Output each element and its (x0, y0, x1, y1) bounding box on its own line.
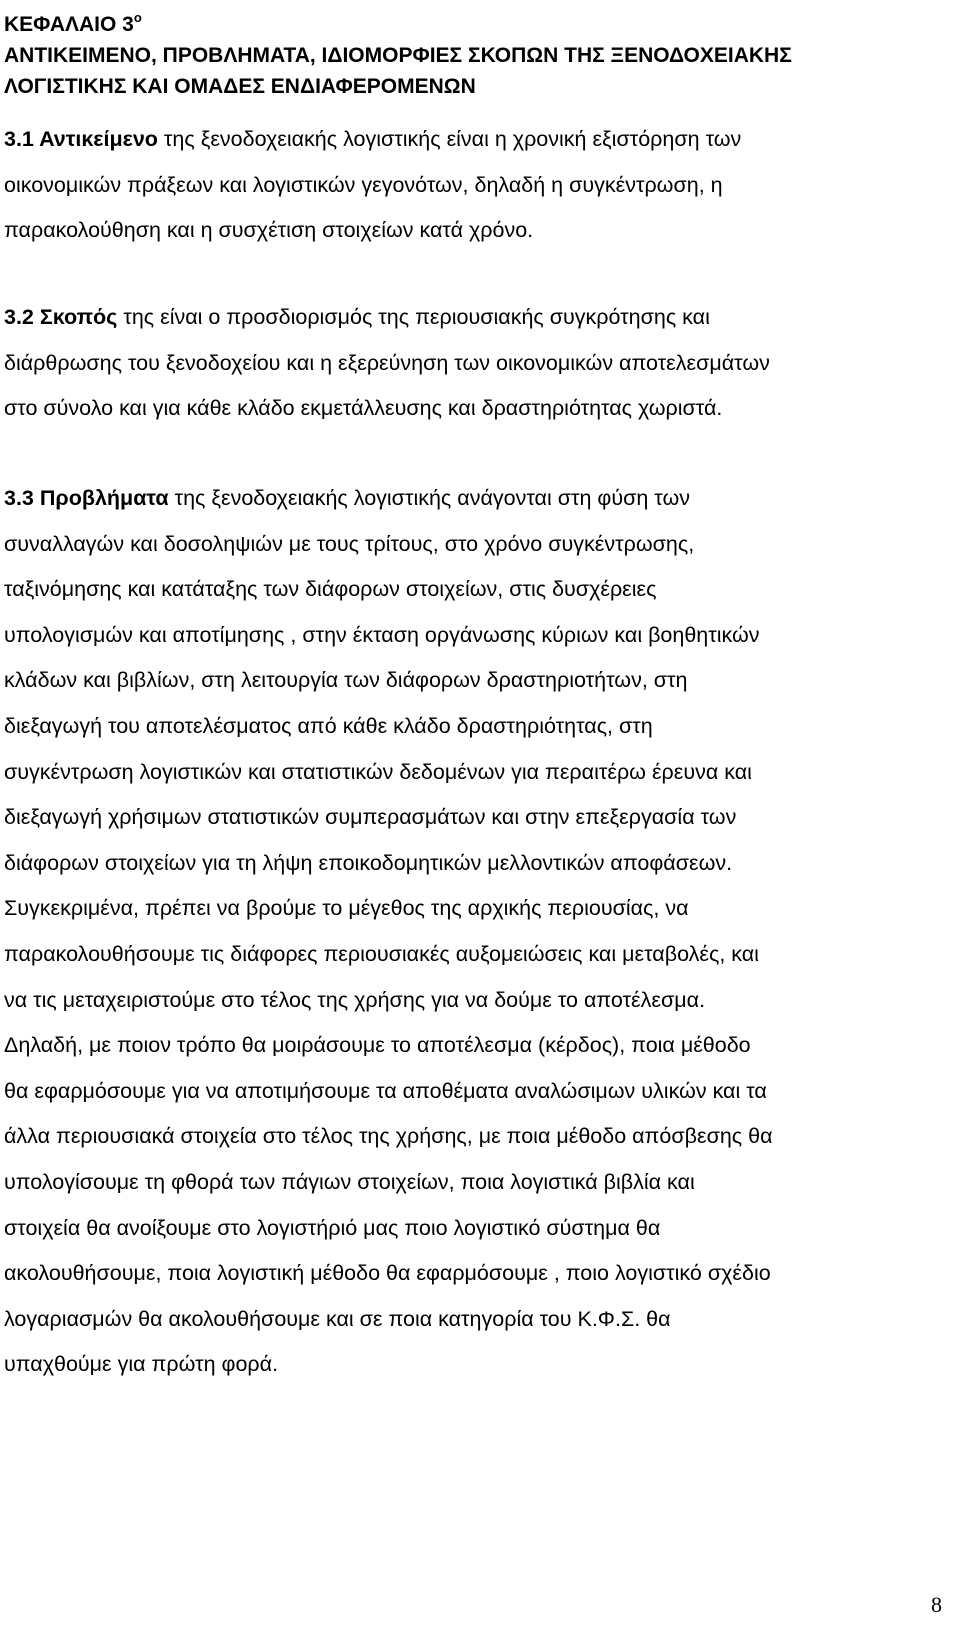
paragraph-line (4, 117, 949, 163)
section-lead: 3.1 Αντικείμενο (4, 127, 158, 151)
paragraph-line: οικονομικών πράξεων και λογιστικών γεγονότων, δηλαδή η συγκέντρωση, η (4, 172, 723, 197)
section-3-2 (4, 295, 949, 432)
paragraph-line: συγκέντρωση λογιστικών και στατιστικών δεδομένων για περαιτέρω έρευνα και (4, 759, 752, 784)
section-3-3 (4, 476, 949, 1388)
chapter-subtitle-line: ΑΝΤΙΚΕΙΜΕΝΟ, ΠΡΟΒΛΗΜΑΤΑ, ΙΔΙΟΜΟΡΦΙΕΣ ΣΚΟΠΩΝ ΤΗΣ ΞΕΝΟΔΟΧΕΙΑΚΗΣ (4, 44, 792, 67)
paragraph-line: στο σύνολο και για κάθε κλάδο εκμετάλλευσης και δραστηριότητας χωριστά. (4, 396, 723, 421)
section-lead: 3.2 Σκοπός (4, 305, 118, 329)
paragraph-line (4, 476, 949, 522)
paragraph-line: θα εφαρμόσουμε για να αποτιμήσουμε τα αποθέματα αναλώσιμων υλικών και τα (4, 1078, 767, 1103)
paragraph-line (4, 295, 949, 341)
paragraph-line: διάφορων στοιχείων για τη λήψη εποικοδομητικών μελλοντικών αποφάσεων. (4, 850, 733, 875)
paragraph-line: διεξαγωγή του αποτελέσματος από κάθε κλάδο δραστηριότητας, στη (4, 713, 653, 738)
paragraph-line: διάρθρωσης του ξενοδοχείου και η εξερεύνηση των οικονομικών αποτελεσμάτων (4, 350, 770, 375)
paragraph-line: υπαχθούμε για πρώτη φορά. (4, 1352, 279, 1377)
paragraph-line: ταξινόμησης και κατάταξης των διάφορων στοιχείων, στις δυσχέρειες (4, 577, 657, 602)
paragraph-line: Συγκεκριμένα, πρέπει να βρούμε το μέγεθος της αρχικής περιουσίας, να (4, 896, 689, 921)
paragraph-line: να τις μεταχειριστούμε στο τέλος της χρήσης για να δούμε το αποτέλεσμα. (4, 987, 706, 1012)
chapter-title (4, 2, 944, 40)
paragraph-line: υπολογισμών και αποτίμησης , στην έκταση οργάνωσης κύριων και βοηθητικών (4, 622, 760, 647)
paragraph-line: λογαριασμών θα ακολουθήσουμε και σε ποια κατηγορία του Κ.Φ.Σ. θα (4, 1306, 671, 1331)
paragraph-line: Δηλαδή, με ποιον τρόπο θα μοιράσουμε το αποτέλεσμα (κέρδος), ποια μέθοδο (4, 1033, 751, 1058)
paragraph-line: παρακολούθηση και η συσχέτιση στοιχείων κατά χρόνο. (4, 218, 534, 243)
page-number: 8 (931, 1592, 942, 1617)
paragraph-line: άλλα περιουσιακά στοιχεία στο τέλος της χρήσης, με ποια μέθοδο απόσβεσης θα (4, 1124, 773, 1149)
paragraph-text: της ξενοδοχειακής λογιστικής είναι η χρονική εξιστόρηση των (157, 127, 742, 151)
chapter-title-text: ΚΕΦΑΛΑΙΟ 3 (4, 13, 134, 36)
chapter-ordinal: ο (133, 10, 142, 25)
chapter-subtitle-line: ΛΟΓΙΣΤΙΚΗΣ ΚΑΙ ΟΜΑΔΕΣ ΕΝΔΙΑΦΕΡΟΜΕΝΩΝ (4, 75, 476, 98)
section-lead: 3.3 Προβλήματα (4, 486, 169, 510)
paragraph-line: ακολουθήσουμε, ποια λογιστική μέθοδο θα εφαρμόσουμε , ποιο λογιστικό σχέδιο (4, 1261, 771, 1286)
paragraph-line: συναλλαγών και δοσοληψιών με τους τρίτους, στο χρόνο συγκέντρωσης, (4, 531, 695, 556)
paragraph-line: στοιχεία θα ανοίξουμε στο λογιστήριό μας ποιο λογιστικό σύστημα θα (4, 1215, 661, 1240)
paragraph-line: διεξαγωγή χρήσιμων στατιστικών συμπερασμάτων και στην επεξεργασία των (4, 805, 737, 830)
chapter-heading (4, 2, 944, 102)
paragraph-line: κλάδων και βιβλίων, στη λειτουργία των διάφορων δραστηριοτήτων, στη (4, 668, 688, 693)
paragraph-text: της είναι ο προσδιορισμός της περιουσιακής συγκρότησης και (117, 305, 710, 329)
paragraph-text: της ξενοδοχειακής λογιστικής ανάγονται στη φύση των (168, 486, 691, 510)
paragraph-line: υπολογίσουμε τη φθορά των πάγιων στοιχείων, ποια λογιστικά βιβλία και (4, 1169, 695, 1194)
section-3-1 (4, 117, 949, 254)
paragraph-line: παρακολουθήσουμε τις διάφορες περιουσιακές αυξομειώσεις και μεταβολές, και (4, 941, 759, 966)
